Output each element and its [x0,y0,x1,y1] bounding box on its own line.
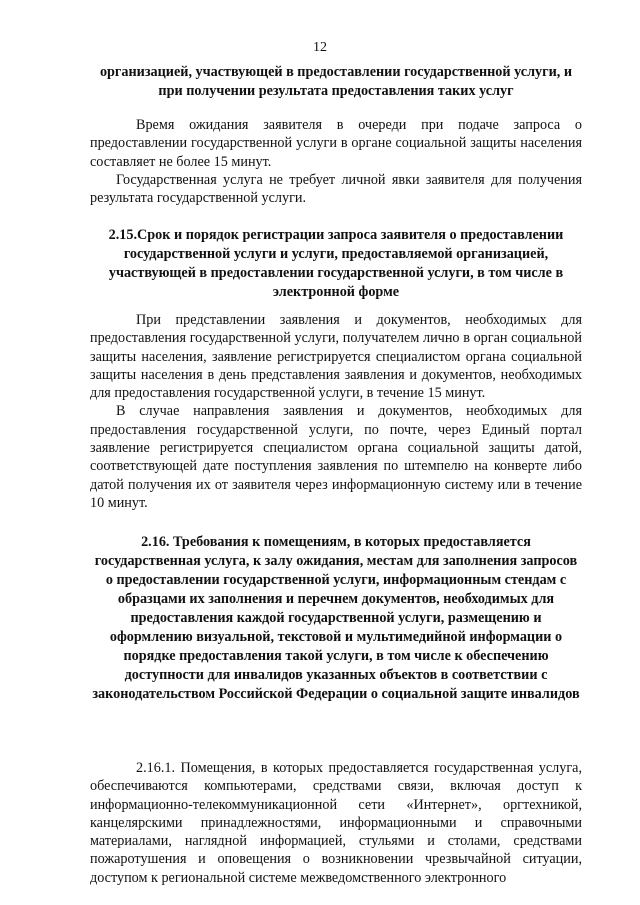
paragraph-2-16-1: 2.16.1. Помещения, в которых предоставляется государственная услуга, обеспечиваются компьютерами, средствами связи, включая доступ к информационно-телекоммуникационной сети «Интернет», оргтехникой, канцелярскими принадлежностями, информационными и справочными материалами, наглядной информацией, стульями и столами, средствами пожаротушения и оповещения о возникновении чрезвычайной ситуации, доступом к региональной системе межведомственного электронного [90,760,582,886]
section-2-15-heading: 2.15.Срок и порядок регистрации запроса заявителя о предоставлении государственной услуги и услуги, предоставляемой организацией, участвующей в предоставлении государственной услуги, в том числе в электронной форме [108,227,564,300]
paragraph-no-personal-appearance: Государственная услуга не требует личной явки заявителя для получения результата государственной услуги. [90,171,582,207]
section-wait-body [90,116,582,207]
page-number: 12 [313,40,327,55]
paragraph-registration-by-mail: В случае направления заявления и документов, необходимых для предоставления государственной услуги, по почте, через Единый портал заявление регистрируется специалистом органа социальной защиты датой, соответствующей дате поступления заявления по штемпелю на конверте либо датой получения их от заявителя через информационную систему или в течение 10 минут. [90,403,582,511]
section-2-16-body [90,759,582,887]
paragraph-wait-time: Время ожидания заявителя в очереди при подаче запроса о предоставлении государственной услуги в органе социальной защиты населения составляет не более 15 минут. [90,117,582,170]
section-2-16-heading: 2.16. Требования к помещениям, в которых предоставляется государственная услуга, к залу ожидания, местам для заполнения запросов о предоставлении государственной услуги, информационным стендам с образцами их заполнения и перечнем документов, необходимых для предоставления каждой государственной услуги, размещению и оформлению визуальной, текстовой и мультимедийной информации о порядке предоставления такой услуги, в том числе к обеспечению доступности для инвалидов указанных объектов в соответствии с законодательством Российской Федерации о социальной защите инвалидов [92,534,580,702]
section-2-15-body [90,311,582,512]
paragraph-registration-in-person: При представлении заявления и документов, необходимых для предоставления государственной услуги, получателем лично в орган социальной защиты населения, заявление регистрируется специалистом органа социальной защиты населения в день представления заявления и документов, необходимых для предоставления государственной услуги, в течение 15 минут. [90,312,582,402]
heading-continuation: организацией, участвующей в предоставлении государственной услуги, и при получении результата предоставления таких услуг [99,64,573,99]
